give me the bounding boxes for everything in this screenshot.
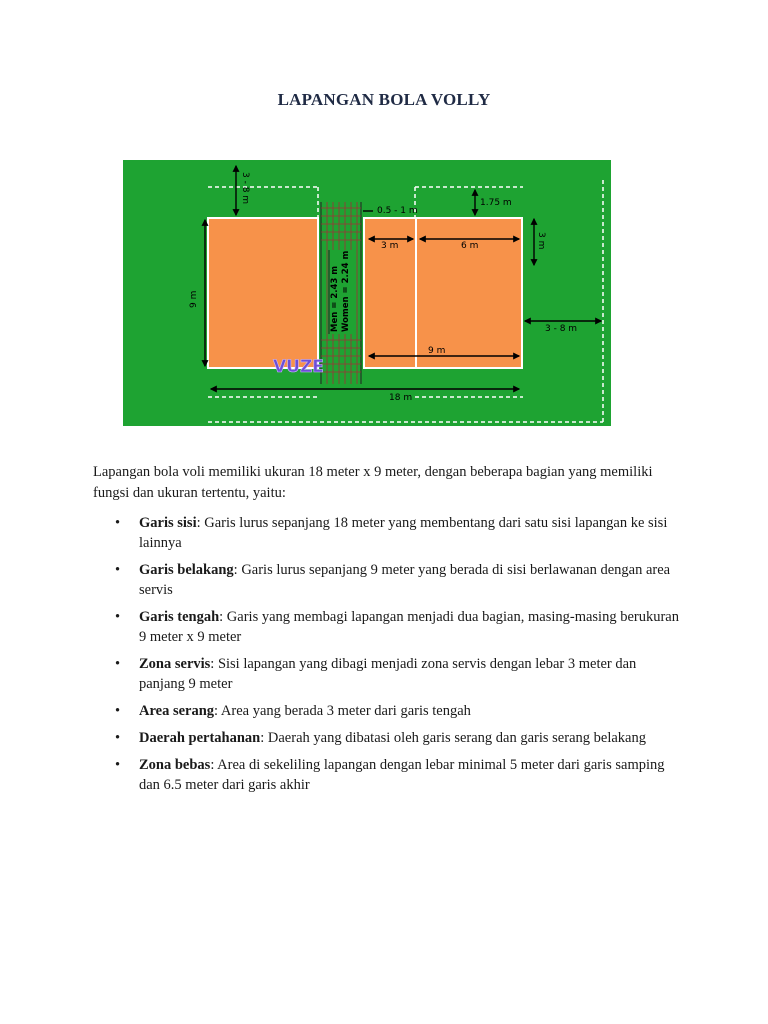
label-right-free: 3 - 8 m [545,324,578,334]
term: Area serang [139,703,215,719]
label-total-length: 18 m [389,393,413,403]
term: Garis belakang [139,562,234,578]
bullet-icon: • [115,703,121,719]
description: : Sisi lapangan yang dibagi menjadi zona servis dengan lebar 3 meter dan panjang 9 meter [139,656,637,692]
list-item [93,728,683,748]
list-item [93,513,683,553]
description: : Garis lurus sepanjang 9 meter yang berada di sisi berlawanan dengan area servis [139,562,671,598]
label-right-side: 3 m [536,232,546,250]
court-left-half [208,218,318,368]
term: Zona bebas [139,757,211,773]
label-top-right-free: 1.75 m [480,198,512,208]
bullet-icon: • [115,515,121,531]
list-item [93,755,683,795]
intro-paragraph [93,462,683,504]
intro-text: Lapangan bola voli memiliki ukuran 18 meter x 9 meter, dengan beberapa bagian yang memiliki fungsi dan ukuran tertentu, yaitu: [93,464,653,501]
bullet-icon: • [115,757,121,773]
label-net-height-men: Men = 2.43 m [330,265,340,332]
list-item [93,654,683,694]
list-item [93,560,683,600]
description: : Garis lurus sepanjang 18 meter yang membentang dari satu sisi lapangan ke sisi lainnya [139,515,668,551]
svg-text:VUZE: VUZE [273,357,324,377]
term: Garis tengah [139,609,220,625]
description: : Area di sekeliling lapangan dengan lebar minimal 5 meter dari garis samping dan 6.5 meter dari garis akhir [139,757,665,793]
label-top-left-free: 3 - 8 m [240,172,250,205]
definition-list [93,513,683,802]
label-attack-zone: 3 m [381,241,399,251]
volleyball-court-diagram [123,160,611,426]
bullet-icon: • [115,562,121,578]
description: : Area yang berada 3 meter dari garis tengah [214,703,471,719]
list-item [93,607,683,647]
label-half-length: 9 m [428,346,446,356]
bullet-icon: • [115,730,121,746]
description: : Garis yang membagi lapangan menjadi dua bagian, masing-masing berukuran 9 meter x 9 meter [139,609,679,645]
label-court-width: 9 m [189,290,199,308]
label-net-gap: 0.5 - 1 m [377,206,418,216]
description: : Daerah yang dibatasi oleh garis serang dan garis serang belakang [260,730,646,746]
list-item [93,701,683,721]
label-back-zone: 6 m [461,241,479,251]
page-title: LAPANGAN BOLA VOLLY [277,90,491,109]
label-net-height-women: Women = 2.24 m [341,250,351,332]
term: Garis sisi [139,515,197,531]
term: Daerah pertahanan [139,730,261,746]
logo-watermark [273,357,324,377]
bullet-icon: • [115,609,121,625]
bullet-icon: • [115,656,121,672]
term: Zona servis [139,656,211,672]
